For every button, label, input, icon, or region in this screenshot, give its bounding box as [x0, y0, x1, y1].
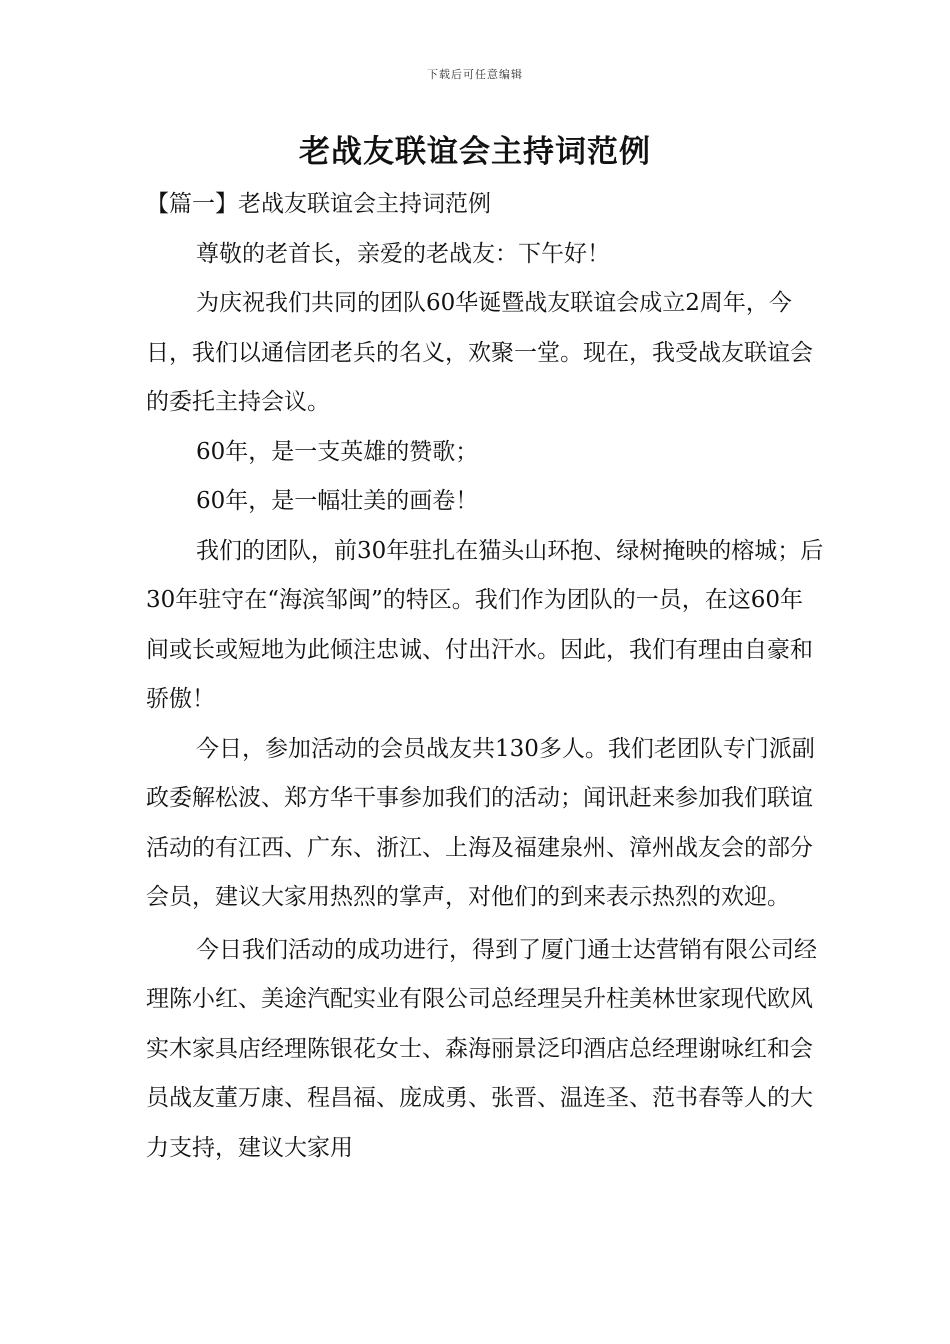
- section-heading: 【篇一】老战友联谊会主持词范例: [146, 191, 491, 217]
- paragraph-history: 我们的团队，前30年驻扎在猫头山环抱、绿树掩映的榕城；后30年驻守在“海滨邹闽”的特区。我们作为团队的一员，在这60年间或长或短地为此倾注忠诚、付出汗水。因此，我们有理由自豪和骄傲！: [146, 537, 824, 712]
- paragraph-greeting: 尊敬的老首长，亲爱的老战友：下午好！: [196, 240, 610, 267]
- paragraph-scroll: 60年，是一幅壮美的画卷！: [196, 488, 479, 514]
- header-note: 下载后可任意编辑: [427, 68, 523, 81]
- paragraph-sponsors: 今日我们活动的成功进行，得到了厦门通士达营销有限公司经理陈小红、美途汽配实业有限公司总经理吴升柱美林世家现代欧风实木家具店经理陈银花女士、森海丽景泛印酒店总经理谢咏红和会员战友董万康、程昌福、庞成勇、张晋、温连圣、范书春等人的大力支持，建议大家用: [146, 936, 817, 1161]
- document-body: [146, 180, 826, 1173]
- paragraph-attendance: 今日，参加活动的会员战友共130多人。我们老团队专门派副政委解松波、郑方华干事参加我们的活动；闻讯赶来参加我们联谊活动的有江西、广东、浙江、上海及福建泉州、漳州战友会的部分会员，建议大家用热烈的掌声，对他们的到来表示热烈的欢迎。: [146, 735, 815, 910]
- paragraph-opening: 为庆祝我们共同的团队60华诞暨战友联谊会成立2周年，今日，我们以通信团老兵的名义，欢聚一堂。现在，我受战友联谊会的委托主持会议。: [146, 290, 813, 415]
- paragraph-anthem: 60年，是一支英雄的赞歌；: [196, 438, 479, 465]
- document-title: 老战友联谊会主持词范例: [299, 134, 651, 170]
